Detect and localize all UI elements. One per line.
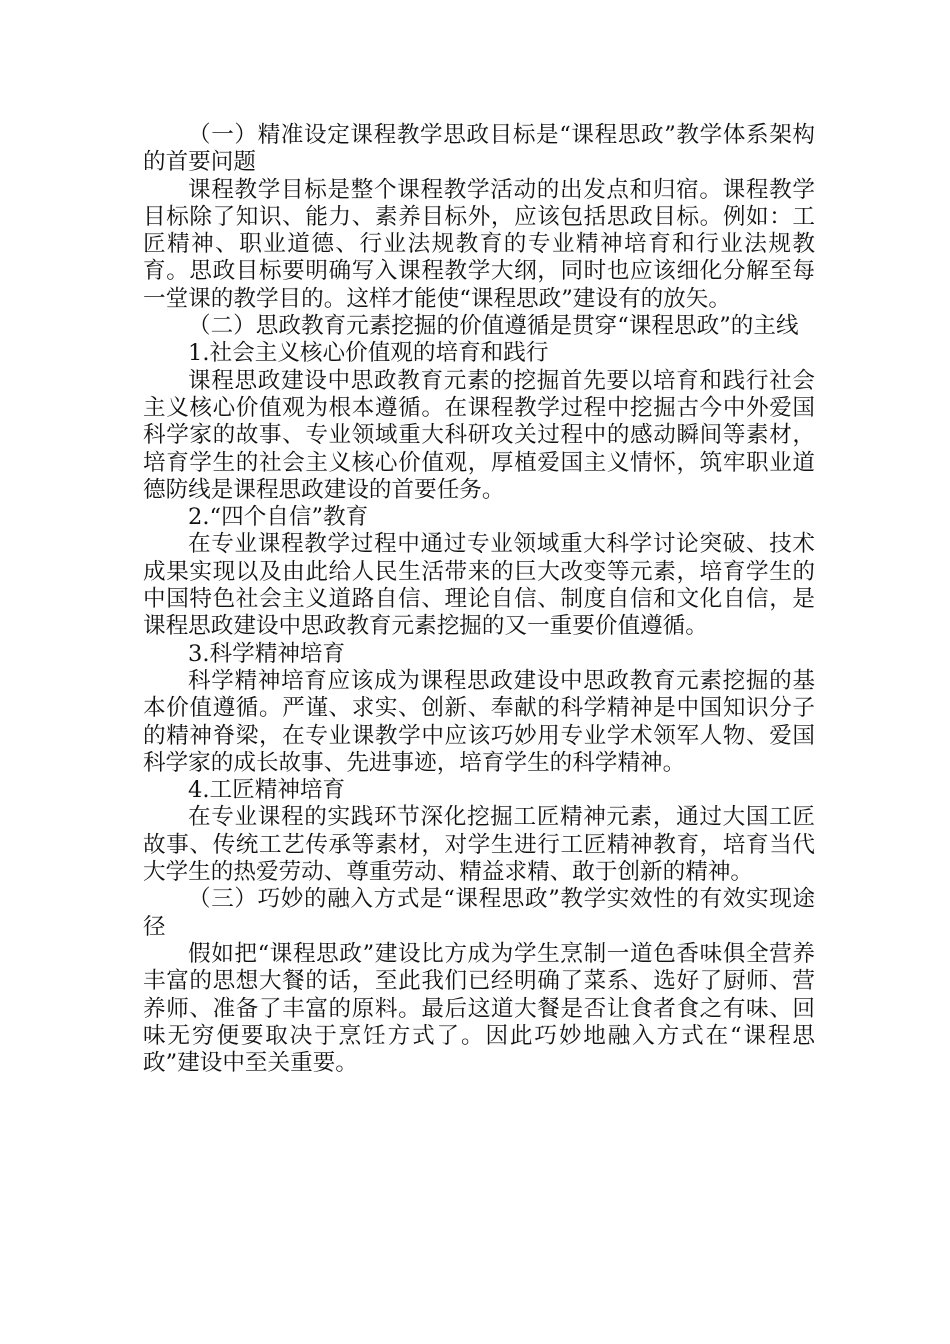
subheading-4: 4.工匠精神培育 (188, 777, 346, 804)
body-paragraph-6: 假如把“课程思政”建设比方成为学生烹制一道色香味俱全营养丰富的思想大餐的话，至此我们已经明确了菜系、选好了厨师、营养师、准备了丰富的原料。最后这道大餐是否让食者食之有味、回味无穷便要取决于烹饪方式了。因此巧妙地融入方式在“课程思政”建设中至关重要。 (143, 940, 815, 1077)
section-heading-2: （二）思政教育元素挖掘的价值遵循是贯穿“课程思政”的主线 (188, 313, 799, 340)
body-paragraph-5: 在专业课程的实践环节深化挖掘工匠精神元素，通过大国工匠故事、传统工艺传承等素材，对学生进行工匠精神教育，培育当代大学生的热爱劳动、尊重劳动、精益求精、敢于创新的精神。 (143, 804, 815, 886)
subheading-1: 1.社会主义核心价值观的培育和践行 (188, 340, 549, 367)
section-heading-3: （三）巧妙的融入方式是“课程思政”教学实效性的有效实现途径 (143, 886, 815, 940)
body-paragraph-2: 课程思政建设中思政教育元素的挖掘首先要以培育和践行社会主义核心价值观为根本遵循。在课程教学过程中挖掘古今中外爱国科学家的故事、专业领域重大科研攻关过程中的感动瞬间等素材，培育学生的社会主义核心价值观，厚植爱国主义情怀，筑牢职业道德防线是课程思政建设的首要任务。 (143, 367, 815, 503)
body-paragraph-1: 课程教学目标是整个课程教学活动的出发点和归宿。课程教学目标除了知识、能力、素养目标外，应该包括思政目标。例如：工匠精神、职业道德、行业法规教育的专业精神培育和行业法规教育。思政目标要明确写入课程教学大纲，同时也应该细化分解至每一堂课的教学目的。这样才能使“课程思政”建设有的放矢。 (143, 176, 815, 312)
body-paragraph-4: 科学精神培育应该成为课程思政建设中思政教育元素挖掘的基本价值遵循。严谨、求实、创新、奉献的科学精神是中国知识分子的精神脊梁，在专业课教学中应该巧妙用专业学术领军人物、爱国科学家的成长故事、先进事迹，培育学生的科学精神。 (143, 667, 815, 776)
subheading-2: 2.“四个自信”教育 (188, 504, 369, 531)
body-paragraph-3: 在专业课程教学过程中通过专业领域重大科学讨论突破、技术成果实现以及由此给人民生活带来的巨大改变等元素，培育学生的中国特色社会主义道路自信、理论自信、制度自信和文化自信，是课程思政建设中思政教育元素挖掘的又一重要价值遵循。 (143, 531, 815, 640)
subheading-3: 3.科学精神培育 (188, 640, 346, 667)
section-heading-1: （一）精准设定课程教学思政目标是“课程思政”教学体系架构的首要问题 (143, 122, 815, 176)
document-body (143, 122, 815, 1077)
